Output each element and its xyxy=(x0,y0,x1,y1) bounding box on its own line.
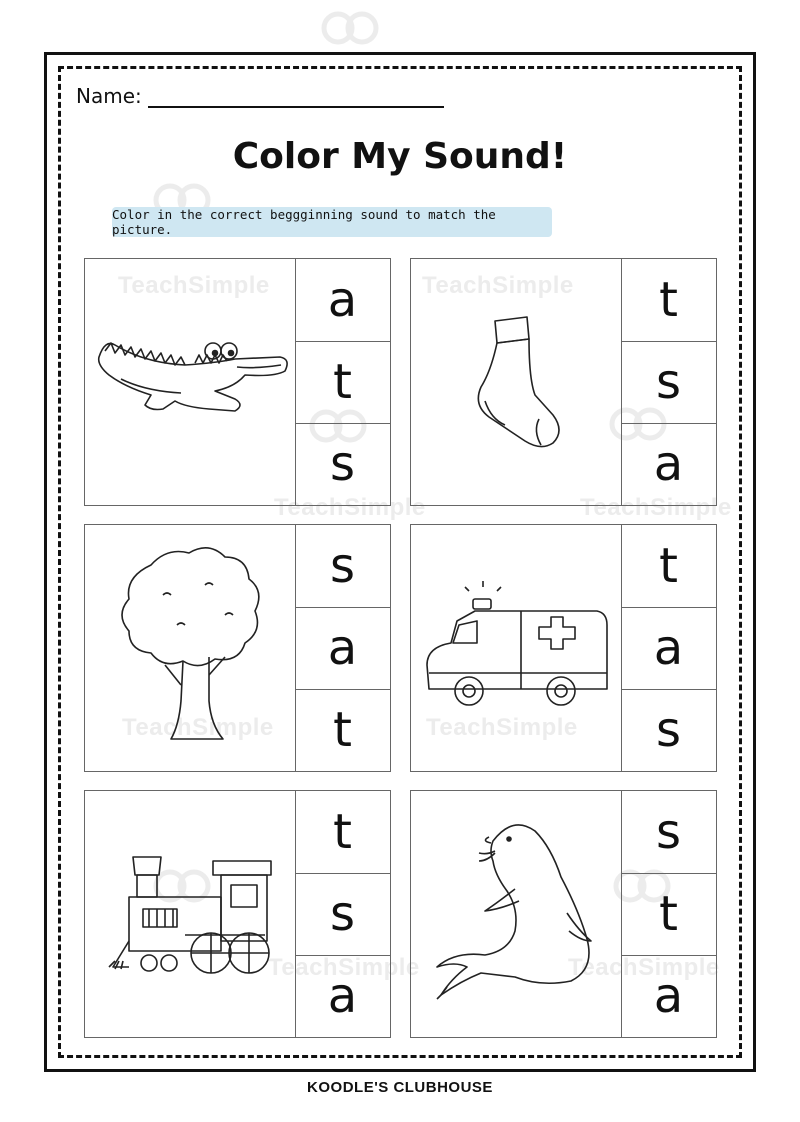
watermark-text: TeachSimple xyxy=(274,494,426,521)
letter-option[interactable]: a xyxy=(295,259,390,342)
letter-option[interactable]: t xyxy=(333,702,352,758)
letter-option[interactable]: t xyxy=(621,259,716,342)
train-icon xyxy=(85,791,295,1037)
letter-option[interactable]: t xyxy=(621,525,716,608)
crocodile-icon xyxy=(85,259,295,505)
picture-panel xyxy=(85,259,296,505)
activity-card-crocodile xyxy=(84,258,391,506)
letter-option[interactable]: s xyxy=(329,436,355,492)
activity-card-tree xyxy=(84,524,391,772)
letter-option[interactable]: t xyxy=(295,341,390,424)
watermark-text: TeachSimple xyxy=(422,272,574,299)
letter-option[interactable]: a xyxy=(653,436,684,492)
tree-icon xyxy=(85,525,295,771)
picture-panel xyxy=(411,791,622,1037)
picture-panel xyxy=(411,259,622,505)
letter-option[interactable]: s xyxy=(621,791,716,874)
letter-option[interactable]: s xyxy=(295,873,390,956)
letter-option[interactable]: a xyxy=(621,607,716,690)
picture-panel xyxy=(411,525,622,771)
letter-option[interactable]: t xyxy=(295,791,390,874)
activity-card-sock xyxy=(410,258,717,506)
letter-option[interactable]: a xyxy=(653,968,684,1024)
footer-brand: KOODLE'S CLUBHOUSE xyxy=(307,1079,493,1096)
letter-option[interactable]: s xyxy=(655,702,681,758)
watermark-text: TeachSimple xyxy=(268,954,420,981)
activity-card-train xyxy=(84,790,391,1038)
instruction-text: Color in the correct beggginning sound to match the picture. xyxy=(112,207,496,237)
page-title: Color My Sound! xyxy=(232,136,568,177)
owl-watermark-icon xyxy=(318,4,382,48)
picture-panel xyxy=(85,525,296,771)
picture-panel xyxy=(85,791,296,1037)
activity-card-seal xyxy=(410,790,717,1038)
name-field[interactable] xyxy=(148,86,444,108)
watermark-text: TeachSimple xyxy=(118,272,270,299)
instruction-banner xyxy=(112,207,552,237)
sock-icon xyxy=(411,259,621,505)
letter-option[interactable]: s xyxy=(295,525,390,608)
watermark-text: TeachSimple xyxy=(426,714,578,741)
activity-card-ambulance xyxy=(410,524,717,772)
letter-option[interactable]: a xyxy=(295,607,390,690)
name-label: Name: xyxy=(76,84,142,108)
watermark-text: TeachSimple xyxy=(568,954,720,981)
watermark-text: TeachSimple xyxy=(580,494,732,521)
name-row xyxy=(76,84,444,108)
letter-option[interactable]: a xyxy=(327,968,358,1024)
letter-option[interactable]: s xyxy=(621,341,716,424)
watermark-text: TeachSimple xyxy=(122,714,274,741)
letter-option[interactable]: t xyxy=(621,873,716,956)
seal-icon xyxy=(411,791,621,1037)
ambulance-icon xyxy=(411,525,621,771)
